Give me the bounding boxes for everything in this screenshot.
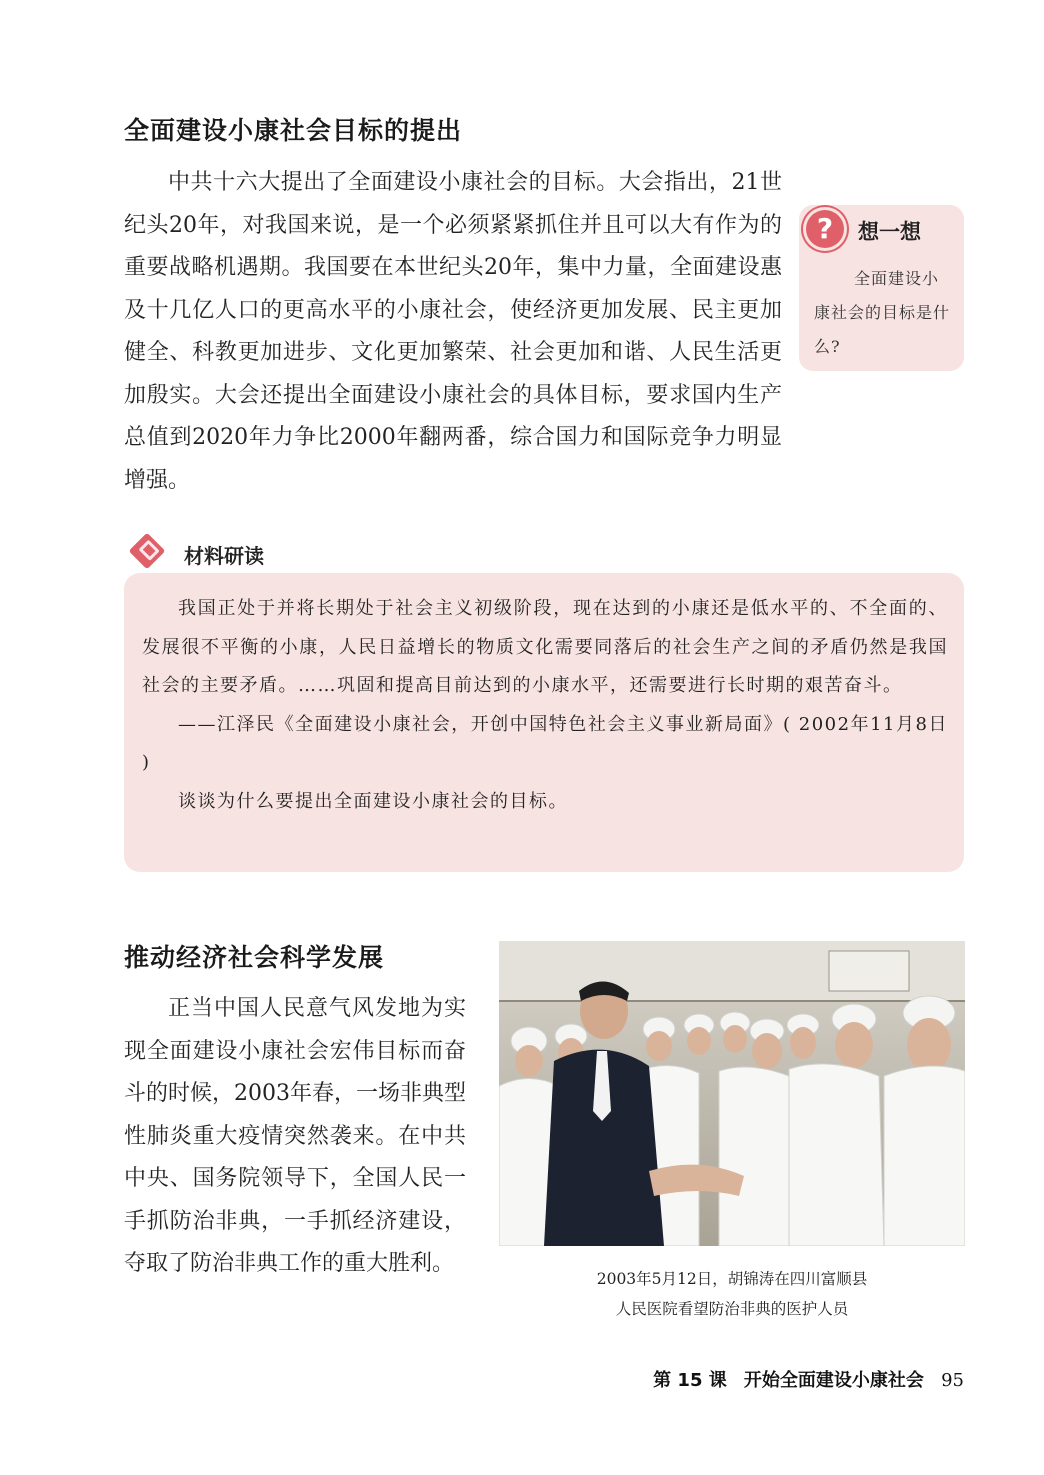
paragraph-text: 中共十六大提出了全面建设小康社会的目标。大会指出，21世纪头20年，对我国来说，是一个必须紧紧抓住并且可以大有作为的重要战略机遇期。我国要在本世纪头20年，集中力量，全面建设惠及十几亿人口的更高水平的小康社会，使经济更加发展、民主更加健全、科教更加进步、文化更加繁荣、社会更加和谐、人民生活更加殷实。大会还提出全面建设小康社会的具体目标，要求国内生产总值到2020年力争比2000年翻两番，综合国力和国际竞争力明显增强。 xyxy=(124,170,782,493)
think-question: 全面建设小康社会的目标是什么? xyxy=(814,269,951,356)
photo xyxy=(499,941,965,1246)
photo-illustration xyxy=(499,941,965,1246)
photo-caption-line1: 2003年5月12日，胡锦涛在四川富顺县 xyxy=(596,1270,868,1288)
section-heading-goal: 全面建设小康社会目标的提出 xyxy=(124,116,463,145)
material-title: 材料研读 xyxy=(184,544,264,568)
question-mark-icon: ? xyxy=(806,210,844,248)
material-content xyxy=(142,590,948,821)
section-paragraph-goal xyxy=(124,162,782,502)
material-source: ——江泽民《全面建设小康社会，开创中国特色社会主义事业新局面》( 2002年11月8日 ) xyxy=(142,713,948,773)
material-question: 谈谈为什么要提出全面建设小康社会的目标。 xyxy=(178,790,568,812)
page-footer xyxy=(600,1366,964,1392)
footer-title: 开始全面建设小康社会 xyxy=(743,1370,924,1391)
material-quote: 我国正处于并将长期处于社会主义初级阶段，现在达到的小康还是低水平的、不全面的、发展很不平衡的小康，人民日益增长的物质文化需要同落后的社会生产之间的矛盾仍然是我国社会的主要矛盾。……巩固和提高目前达到的小康水平，还需要进行长时期的艰苦奋斗。 xyxy=(142,598,948,696)
book-icon xyxy=(124,532,170,572)
footer-lesson: 第 15 课 xyxy=(653,1370,727,1391)
photo-caption xyxy=(499,1264,965,1324)
photo-caption-line2: 人民医院看望防治非典的医护人员 xyxy=(615,1300,849,1318)
page-number: 95 xyxy=(941,1370,964,1391)
section-heading-development: 推动经济社会科学发展 xyxy=(124,943,385,972)
paragraph-text: 正当中国人民意气风发地为实现全面建设小康社会宏伟目标而奋斗的时候，2003年春，一场非典型性肺炎重大疫情突然袭来。在中共中央、国务院领导下，全国人民一手抓防治非典，一手抓经济建设，夺取了防治非典工作的重大胜利。 xyxy=(124,996,466,1276)
think-title: 想一想 xyxy=(858,220,921,244)
section-paragraph-development xyxy=(124,988,466,1286)
